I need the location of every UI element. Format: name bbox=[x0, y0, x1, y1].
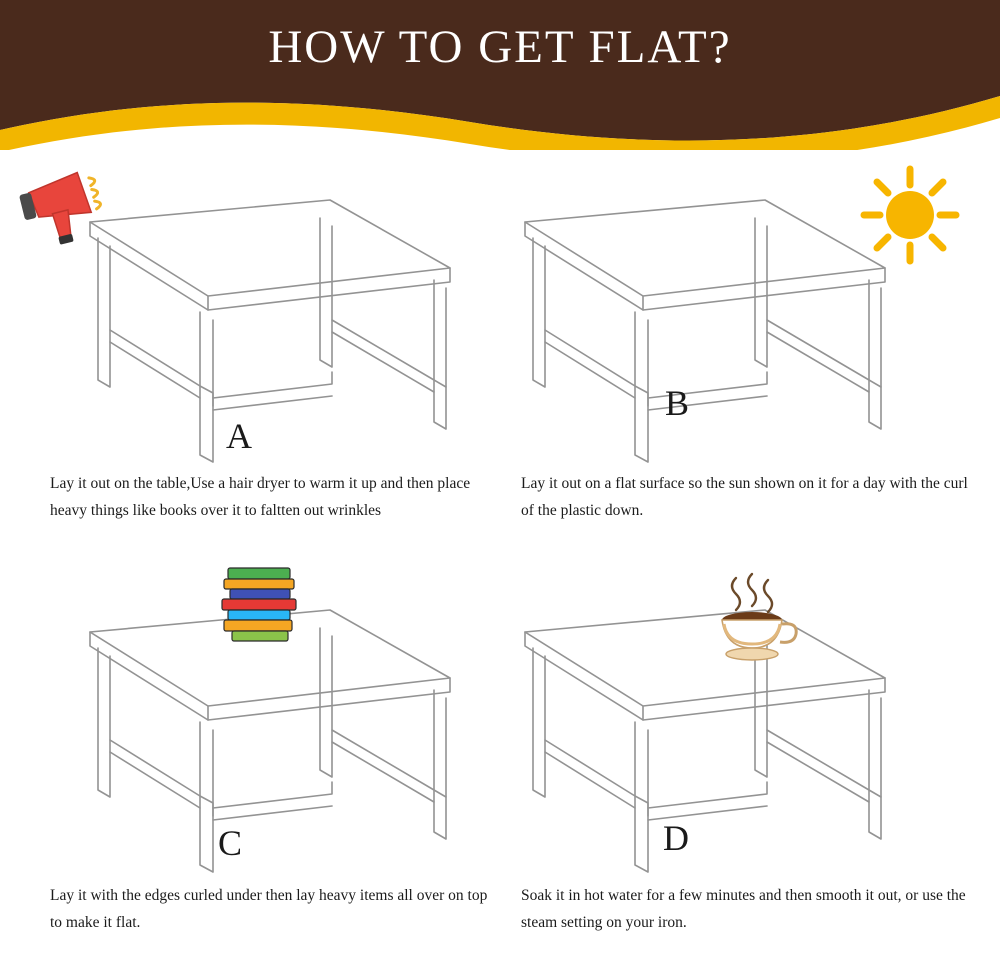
panel-d-letter: D bbox=[663, 818, 689, 858]
panel-c bbox=[30, 570, 500, 932]
page-title: HOW TO GET FLAT? bbox=[268, 21, 732, 73]
panel-c-illustration bbox=[30, 570, 500, 875]
panel-c-caption: Lay it with the edges curled under then lay heavy items all over on top to make it flat. bbox=[50, 887, 488, 932]
sun-icon bbox=[850, 155, 970, 275]
hair-dryer-icon bbox=[15, 160, 145, 250]
panel-a bbox=[30, 160, 500, 520]
panel-c-letter: C bbox=[218, 823, 243, 863]
hot-coffee-cup-icon bbox=[700, 570, 810, 670]
panels-grid bbox=[0, 150, 1000, 974]
panel-d-illustration bbox=[505, 570, 975, 875]
panel-d-caption: Soak it in hot water for a few minutes and then smooth it out, or use the steam setting on your iron. bbox=[521, 887, 966, 932]
panel-b-letter: B bbox=[665, 383, 690, 423]
stack-of-books-icon bbox=[210, 552, 320, 662]
panel-b-caption: Lay it out on a flat surface so the sun shown on it for a day with the curl of the plastic down. bbox=[521, 475, 968, 520]
panel-a-letter: A bbox=[226, 416, 252, 456]
panel-b bbox=[505, 160, 975, 520]
header-banner bbox=[0, 0, 1000, 150]
panel-a-illustration bbox=[30, 160, 500, 465]
panel-d bbox=[505, 570, 975, 932]
panel-b-illustration bbox=[505, 160, 975, 465]
panel-a-caption: Lay it out on the table,Use a hair dryer to warm it up and then place heavy things like books over it to faltten out wrinkles bbox=[50, 475, 471, 520]
